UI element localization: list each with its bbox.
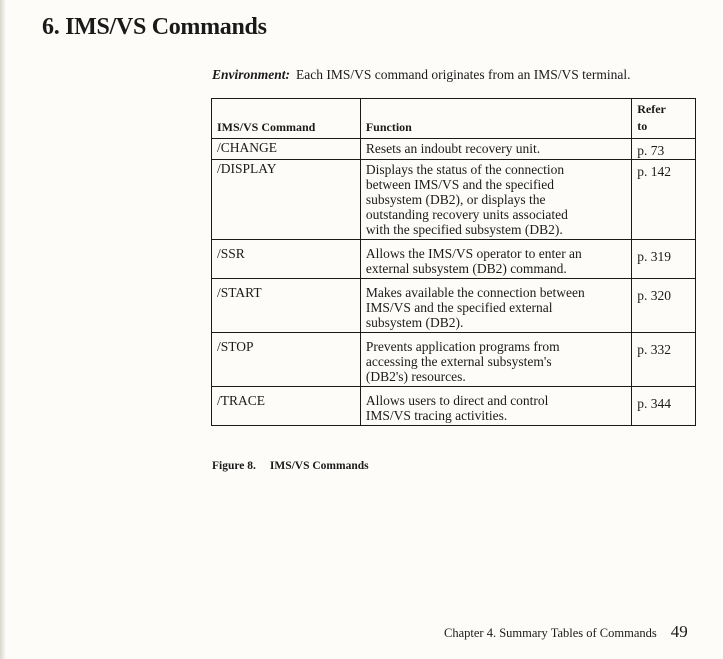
table-row [212,387,696,426]
function-line: subsystem (DB2), or displays the [365,192,546,207]
header-command: IMS/VS Command [212,99,361,139]
header-refer-line1: Refer [637,102,666,116]
function-line: Allows the IMS/VS operator to enter an [365,246,582,261]
refer-cell: p. 319 [632,240,696,279]
function-line: external subsystem (DB2) command. [365,261,567,276]
figure-caption-text: IMS/VS Commands [269,460,369,472]
table-row [212,160,696,240]
refer-cell: p. 142 [632,160,696,240]
environment-label: Environment: [212,67,291,82]
function-cell [360,240,631,279]
environment-note [212,67,630,83]
function-line: subsystem (DB2). [365,315,464,330]
header-function: Function [360,99,631,139]
function-line: accessing the external subsystem's [365,354,552,369]
table-row [212,240,696,279]
function-line: (DB2's) resources. [365,369,466,384]
function-line: IMS/VS tracing activities. [365,408,508,423]
function-line: outstanding recovery units associated [365,207,568,222]
page-footer [444,622,688,642]
page-number: 49 [670,622,688,641]
table-row [212,139,696,160]
footer-chapter: Chapter 4. Summary Tables of Commands [444,626,657,640]
function-line: Prevents application programs from [365,339,560,354]
command-cell: /START [212,279,361,333]
function-cell [360,139,631,160]
table-row [212,279,696,333]
function-line: Displays the status of the connection [365,162,565,177]
command-cell: /TRACE [212,387,361,426]
command-cell: /STOP [212,333,361,387]
refer-cell: p. 344 [632,387,696,426]
commands-table [211,98,696,426]
function-cell [360,279,631,333]
header-refer [632,99,696,139]
function-line: Allows users to direct and control [365,393,549,408]
command-cell: /SSR [212,240,361,279]
function-line: with the specified subsystem (DB2). [365,222,563,237]
table-row [212,333,696,387]
function-line: IMS/VS and the specified external [365,300,553,315]
function-cell [360,387,631,426]
header-refer-line2: to [637,119,648,133]
function-line: between IMS/VS and the specified [365,177,555,192]
command-cell: /DISPLAY [212,160,361,240]
function-cell [360,333,631,387]
function-line: Resets an indoubt recovery unit. [365,141,541,156]
figure-caption [212,460,369,472]
refer-cell: p. 320 [632,279,696,333]
environment-text: Each IMS/VS command originates from an IMS/VS terminal. [296,67,631,82]
table-header-row [212,99,696,139]
function-cell [360,160,631,240]
figure-number: Figure 8. [212,460,256,472]
refer-cell: p. 332 [632,333,696,387]
refer-cell: p. 73 [632,139,696,160]
command-cell: /CHANGE [212,139,361,160]
page-edge-shadow [0,0,6,659]
function-line: Makes available the connection between [365,285,585,300]
page-title: 6. IMS/VS Commands [42,14,267,40]
